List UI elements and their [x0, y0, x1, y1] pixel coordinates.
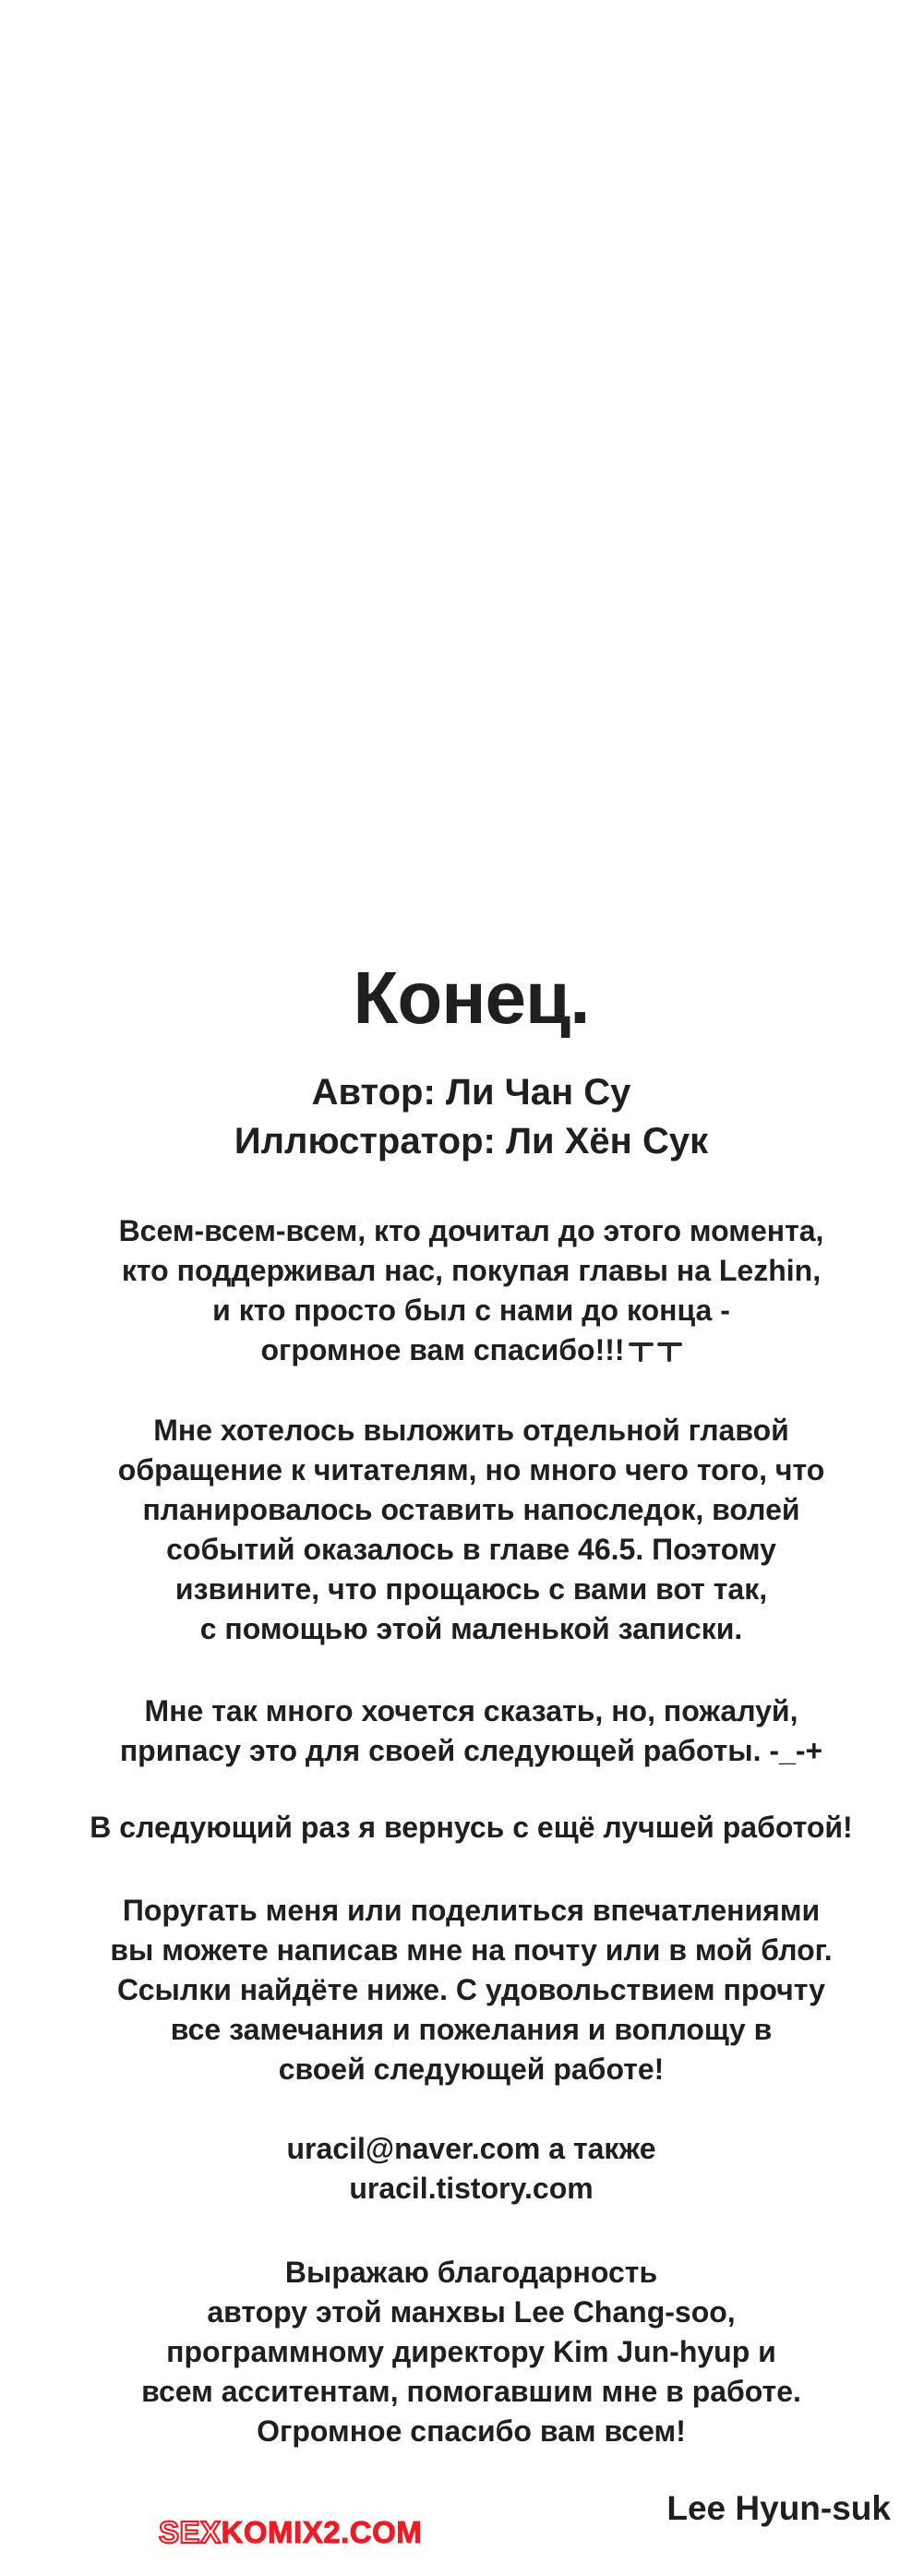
- crying-emoticon: [657, 1342, 682, 1362]
- paragraph-line: событий оказалось в главе 46.5. Поэтому: [166, 1533, 776, 1566]
- paragraph-line: Всем-всем-всем, кто дочитал до этого момента,: [118, 1214, 824, 1247]
- paragraph-line: Поругать меня или поделиться впечатлениями: [122, 1894, 821, 1927]
- paragraph-line: вы можете написав мне на почту или в мой блог.: [110, 1933, 833, 1967]
- acknowledgements-paragraph: [18, 2253, 924, 2451]
- paragraph-line: Выражаю благодарность: [284, 2256, 658, 2289]
- author-credit: Автор: Ли Чан Су: [311, 1072, 631, 1113]
- farewell-paragraph: [18, 1411, 924, 1649]
- paragraph-line: кто поддерживал нас, покупая главы на Lezhin,: [121, 1254, 822, 1287]
- promise-line: В следующий раз я вернусь с ещё лучшей работой!: [90, 1811, 853, 1844]
- thanks-line-text: огромное вам спасибо!!!: [260, 1333, 625, 1366]
- paragraph-line: планировалось оставить напоследок, волей: [142, 1493, 800, 1526]
- watermark-domain: KOMIX2.COM: [221, 2515, 423, 2549]
- translator-signature: Lee Hyun-suk: [666, 2489, 891, 2527]
- paragraph-line: Мне так много хочется сказать, но, пожалуй,: [144, 1694, 798, 1727]
- paragraph-line: автору этой манхвы Lee Chang-soo,: [207, 2295, 736, 2329]
- paragraph-line: Мне хотелось выложить отдельной главой: [153, 1414, 789, 1447]
- paragraph-line: обращение к читателям, но много чего того, что: [117, 1453, 825, 1487]
- blog-line: uracil.tistory.com: [349, 2172, 594, 2205]
- crying-emoticon: [629, 1342, 654, 1362]
- watermark: [159, 2517, 422, 2548]
- paragraph-line: и кто просто был с нами до конца -: [212, 1294, 730, 1327]
- paragraph-line: [18, 1330, 924, 1370]
- paragraph-line: всем асситентам, помогавшим мне в работе.: [141, 2375, 801, 2408]
- email-line: uracil@naver.com а также: [286, 2132, 656, 2165]
- paragraph-line: своей следующей работе!: [278, 2052, 665, 2086]
- thanks-intro-paragraph: [18, 1211, 924, 1370]
- illustrator-credit: Иллюстратор: Ли Хён Сук: [234, 1121, 709, 1162]
- paragraph-line: извините, что прощаюсь с вами вот так,: [174, 1572, 768, 1606]
- paragraph-line: Ссылки найдёте ниже. С удовольствием прочту: [117, 1973, 825, 2006]
- paragraph-line: с помощью этой маленькой записки.: [199, 1612, 743, 1645]
- contact-links: [18, 2129, 924, 2209]
- credits: [18, 1068, 924, 1166]
- next-work-paragraph: [18, 1691, 924, 1771]
- watermark-prefix: SEX: [159, 2515, 222, 2549]
- page-title: Конец.: [353, 957, 590, 1039]
- feedback-paragraph: [18, 1891, 924, 2089]
- paragraph-line: все замечания и пожелания и воплощу в: [170, 2013, 773, 2046]
- paragraph-line: припасу это для своей следующей работы. -_-+: [119, 1734, 823, 1767]
- paragraph-line: Огромное спасибо вам всем!: [257, 2414, 686, 2448]
- paragraph-line: программному директору Kim Jun-hyup и: [166, 2335, 776, 2368]
